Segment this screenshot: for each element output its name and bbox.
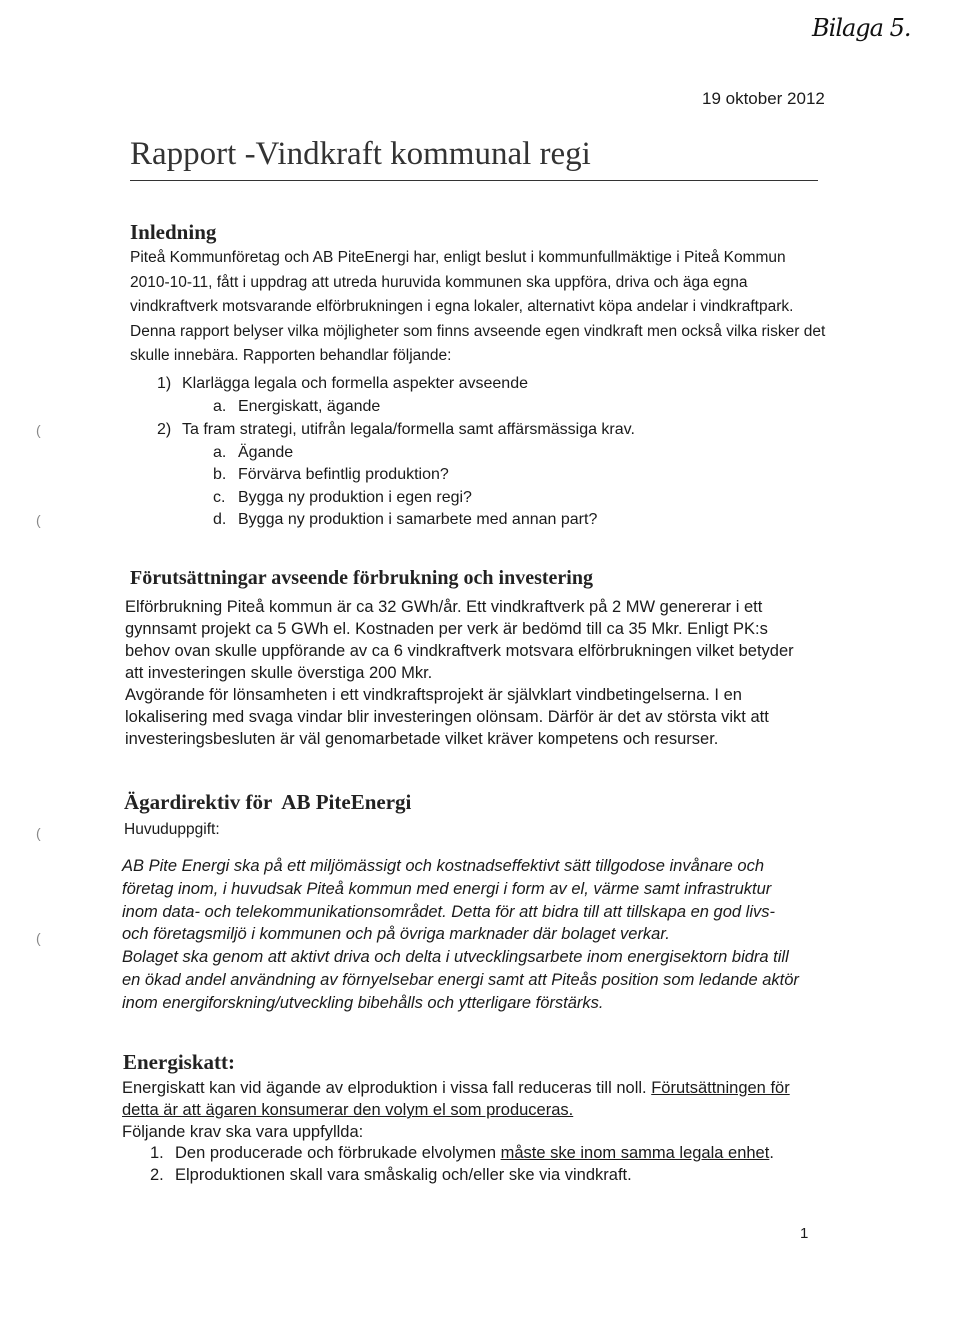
list-item-text: Ägande xyxy=(238,444,294,461)
list-marker: 1) xyxy=(157,375,172,392)
list-marker: c. xyxy=(213,489,226,506)
energiskatt-line: Följande krav ska vara uppfyllda: xyxy=(122,1123,364,1141)
energiskatt-line xyxy=(122,1077,842,1099)
intro-heading: Inledning xyxy=(130,220,217,244)
intro-line: vindkraftverk motsvarande elförbrukningen i egna lokaler, alternativt köpa andelar i vindkraftpark. xyxy=(130,298,794,315)
list-item-underlined-text: måste ske inom samma legala enhet xyxy=(500,1144,770,1162)
agardirektiv-heading: Ägardirektiv för AB PiteEnergi xyxy=(124,790,412,814)
page-number: 1 xyxy=(800,1225,809,1242)
intro-line: skulle innebära. Rapporten behandlar följande: xyxy=(130,347,452,364)
report-date: 19 oktober 2012 xyxy=(702,89,825,108)
list-item-text: Energiskatt, ägande xyxy=(238,398,381,415)
list-marker: b. xyxy=(213,466,227,483)
list-item xyxy=(213,398,380,416)
list-item xyxy=(150,1166,632,1185)
list-item-text: Klarlägga legala och formella aspekter avseende xyxy=(182,375,528,392)
list-marker: 2. xyxy=(150,1166,164,1184)
list-item xyxy=(213,489,472,507)
list-marker: d. xyxy=(213,511,227,528)
list-item-text: Den producerade och förbrukade elvolymen xyxy=(175,1144,501,1162)
energiskatt-line xyxy=(122,1099,842,1121)
forutsattningar-line: behov ovan skulle uppförande av ca 6 vindkraftverk motsvara elförbrukningen vilket betyder xyxy=(125,642,794,660)
intro-line: Piteå Kommunföretag och AB PiteEnergi har, enligt beslut i kommunfullmäktige i Piteå Kommun xyxy=(130,249,786,266)
scan-mark: ( xyxy=(36,422,41,438)
list-item xyxy=(213,466,449,484)
intro-line: Denna rapport belyser vilka möjligheter som finns avseende egen vindkraft men också vilka risker det xyxy=(130,322,826,340)
list-item xyxy=(213,444,293,462)
forutsattningar-paragraph xyxy=(125,596,825,750)
quote-line: AB Pite Energi ska på ett miljömässigt och kostnadseffektivt sätt tillgodose invånare och xyxy=(122,857,764,875)
page-title: Rapport -Vindkraft kommunal regi xyxy=(130,136,591,172)
agardirektiv-quote xyxy=(122,855,822,1015)
list-item-text: Bygga ny produktion i samarbete med annan part? xyxy=(238,511,598,528)
list-marker: 2) xyxy=(157,421,172,438)
list-item-text: Bygga ny produktion i egen regi? xyxy=(238,489,472,506)
energiskatt-paragraph xyxy=(122,1077,842,1143)
energiskatt-underlined-text: Förutsättningen för xyxy=(651,1079,790,1097)
agardirektiv-subheading: Huvuduppgift: xyxy=(124,821,220,838)
list-item-text: Förvärva befintlig produktion? xyxy=(238,466,449,483)
quote-line: inom energiforskning/utveckling bibehålls och ytterligare förstärks. xyxy=(122,993,604,1012)
forutsattningar-heading: Förutsättningar avseende förbrukning och investering xyxy=(130,567,593,589)
list-item xyxy=(213,511,597,529)
title-divider xyxy=(130,180,818,181)
list-marker: a. xyxy=(213,444,227,461)
intro-line: 2010-10-11, fått i uppdrag att utreda huruvida kommunen ska uppföra, driva och äga egna xyxy=(130,273,748,291)
quote-line: inom data- och telekommunikationsområdet. Detta för att bidra till att tillskapa en god livs- xyxy=(122,902,775,921)
intro-paragraph xyxy=(130,246,830,369)
quote-line: företag inom, i huvudsak Piteå kommun med energi i form av el, värme samt infrastruktur xyxy=(122,879,772,898)
energiskatt-text: Energiskatt kan vid ägande av elproduktion i vissa fall reduceras till noll. xyxy=(122,1079,652,1097)
list-item-text: Elproduktionen skall vara småskalig och/eller ske via vindkraft. xyxy=(175,1166,632,1184)
energiskatt-heading: Energiskatt: xyxy=(123,1050,235,1074)
list-item xyxy=(157,375,528,393)
forutsattningar-line: att investeringen skulle överstiga 200 Mkr. xyxy=(125,664,433,682)
list-item xyxy=(150,1144,774,1163)
list-item-text: Ta fram strategi, utifrån legala/formella samt affärsmässiga krav. xyxy=(182,421,635,438)
scan-mark: ( xyxy=(36,825,41,841)
forutsattningar-line: investeringsbesluten är väl genomarbetade vilket kräver kompetens och resurser. xyxy=(125,730,719,748)
list-item xyxy=(157,421,635,439)
list-marker: 1. xyxy=(150,1144,164,1162)
forutsattningar-line: gynnsamt projekt ca 5 GWh el. Kostnaden per verk är bedömd till ca 35 Mkr. Enligt PK:s xyxy=(125,620,768,638)
energiskatt-underlined-text: detta är att ägaren konsumerar den volym el som produceras. xyxy=(122,1101,574,1119)
quote-line: och företagsmiljö i kommunen och på övriga marknader där bolaget verkar. xyxy=(122,925,670,944)
forutsattningar-line: Elförbrukning Piteå kommun är ca 32 GWh/år. Ett vindkraftverk på 2 MW genererar i ett xyxy=(125,598,763,616)
list-marker: a. xyxy=(213,398,227,415)
handwritten-annotation: Bilaga 5. xyxy=(812,14,911,42)
scan-mark: ( xyxy=(36,512,41,528)
forutsattningar-line: lokalisering med svaga vindar blir investeringen olönsam. Därför är det av största vikt att xyxy=(125,708,769,726)
scan-mark: ( xyxy=(36,930,41,946)
quote-line: en ökad andel användning av förnyelsebar energi samt att Piteås position som ledande aktör xyxy=(122,970,799,989)
forutsattningar-line: Avgörande för lönsamheten i ett vindkraftsprojekt är självklart vindbetingelserna. I en xyxy=(125,686,742,704)
quote-line: Bolaget ska genom att aktivt driva och delta i utvecklingsarbete inom energisektorn bidra till xyxy=(122,948,789,967)
list-item-tail: . xyxy=(769,1144,774,1162)
